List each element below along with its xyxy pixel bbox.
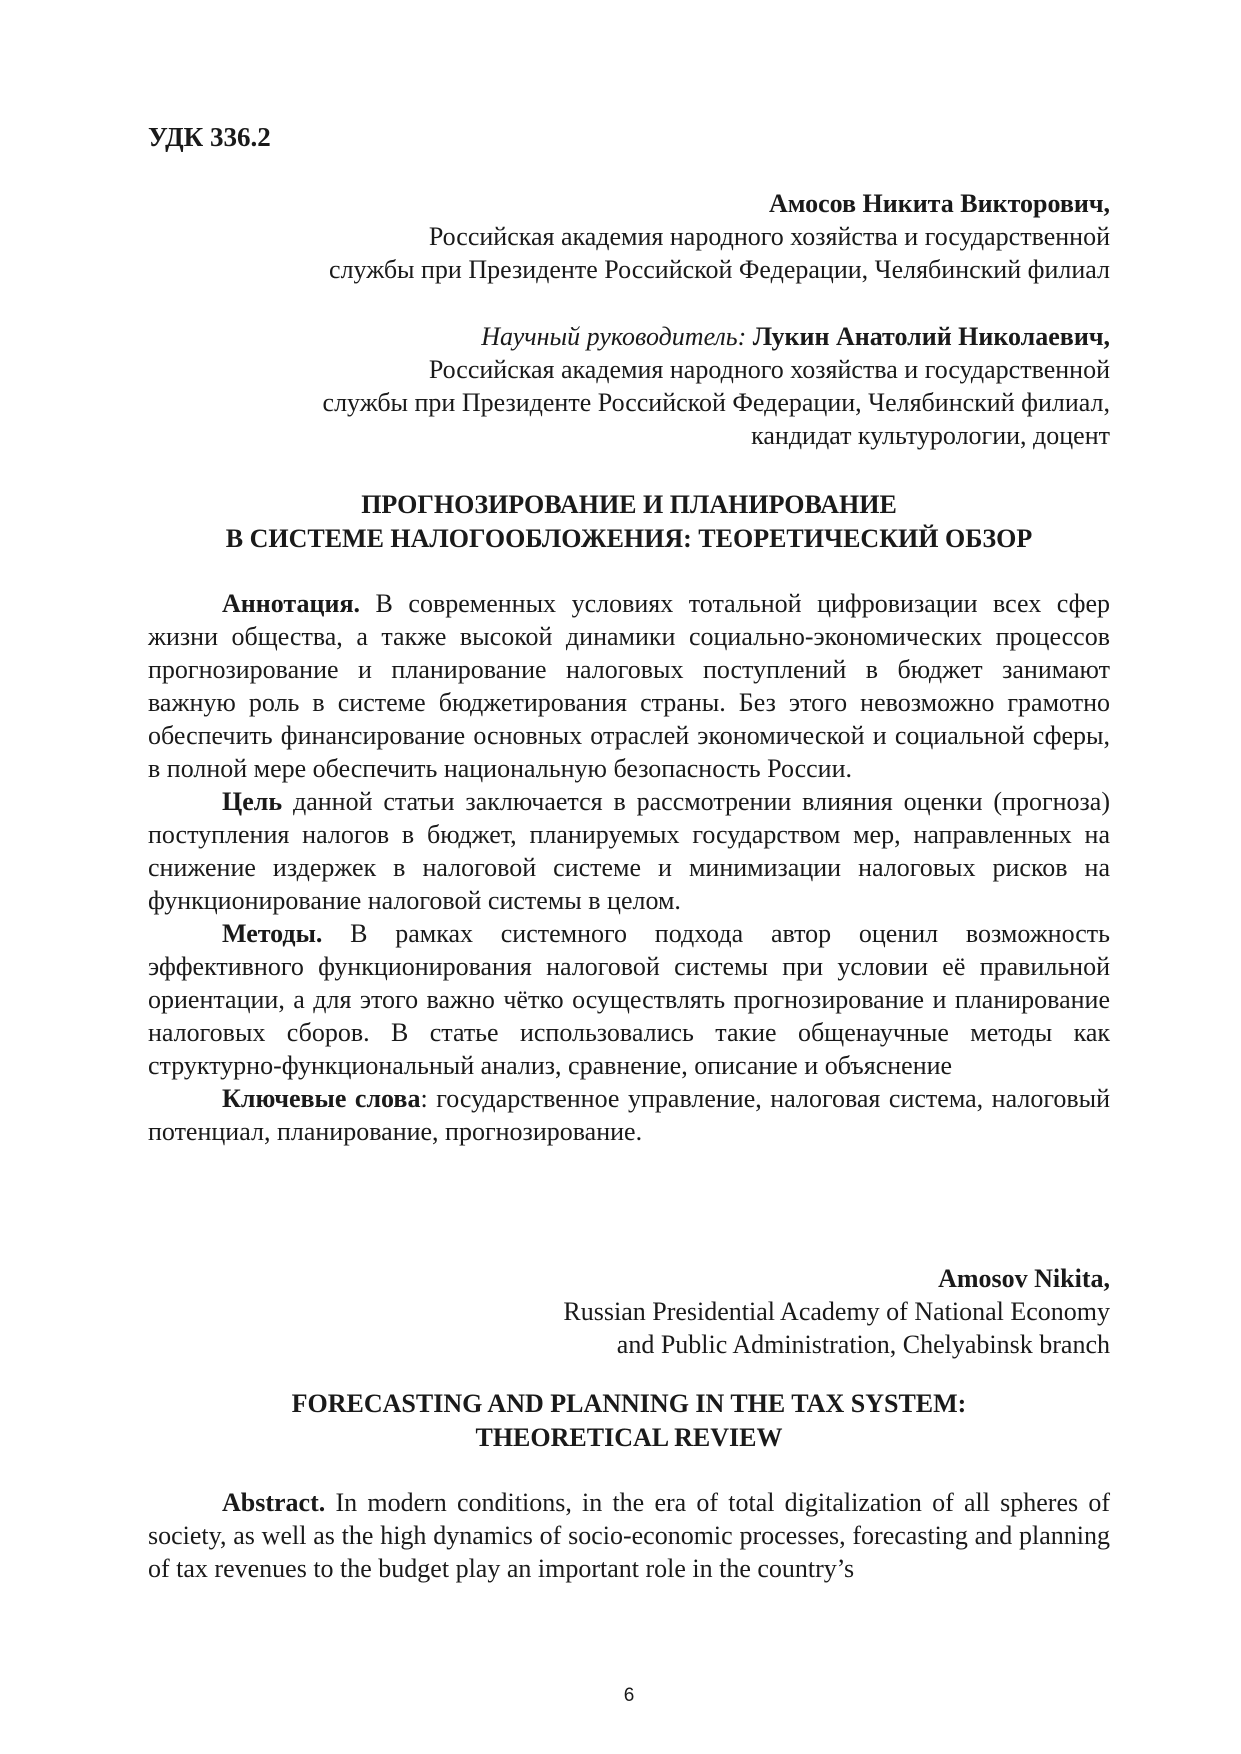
- author-block-ru: [148, 187, 1110, 286]
- abstract-en-text: In modern conditions, in the era of total digitalization of all spheres of society, as well as the high dynamics of socio-economic processes, forecasting and planning of tax revenues to the budget play an important role in the country’s: [148, 1488, 1110, 1583]
- author-block-en: [148, 1262, 1110, 1361]
- author-name-en: Amosov Nikita,: [938, 1264, 1110, 1293]
- abstract-en: [148, 1486, 1110, 1585]
- supervisor-name: Лукин Анатолий Николаевич,: [752, 322, 1110, 351]
- methods-paragraph: [148, 917, 1110, 1082]
- supervisor-label: Научный руководитель:: [481, 322, 747, 351]
- methods-label: Методы.: [222, 919, 323, 948]
- keywords-label: Ключевые слова: [222, 1084, 421, 1113]
- author-en-affiliation-line2: and Public Administration, Chelyabinsk branch: [616, 1330, 1110, 1359]
- abstract-en-label: Abstract.: [222, 1488, 326, 1517]
- title-ru-line2: В СИСТЕМЕ НАЛОГООБЛОЖЕНИЯ: ТЕОРЕТИЧЕСКИЙ ОБЗОР: [225, 524, 1033, 553]
- udk-code: УДК 336.2: [148, 122, 271, 152]
- goal-text: данной статьи заключается в рассмотрении влияния оценки (прогноза) поступления налогов в бюджет, планируемых государством мер, направленных на снижение издержек в налоговой системе и минимизации налоговых рисков на функционирование налоговой системы в целом.: [148, 787, 1110, 915]
- author-en-affiliation-line1: Russian Presidential Academy of National Economy: [563, 1297, 1110, 1326]
- annotation-text: В современных условиях тотальной цифровизации всех сфер жизни общества, а также высокой динамики социально-экономических процессов прогнозирование и планирование налоговых поступлений в бюджет занимают важную роль в системе бюджетирования страны. Без этого невозможно грамотно обеспечить финансирование основных отраслей экономической и социальной сферы, в полной мере обеспечить национальную безопасность России.: [148, 589, 1110, 783]
- goal-label: Цель: [222, 787, 283, 816]
- goal-paragraph: [148, 785, 1110, 917]
- annotation-paragraph: [148, 587, 1110, 785]
- supervisor-affiliation-line1: Российская академия народного хозяйства и государственной: [428, 355, 1110, 384]
- title-en-line1: FORECASTING AND PLANNING IN THE TAX SYSTEM:: [291, 1389, 967, 1418]
- methods-text: В рамках системного подхода автор оценил возможность эффективного функционирования налоговой системы при условии её правильной ориентации, а для этого важно чётко осуществлять прогнозирование и планирование налоговых сборов. В статье использовались такие общенаучные методы как структурно-функциональный анализ, сравнение, описание и объяснение: [148, 919, 1110, 1080]
- annotation-label: Аннотация.: [222, 589, 361, 618]
- title-ru-line1: ПРОГНОЗИРОВАНИЕ И ПЛАНИРОВАНИЕ: [361, 490, 897, 519]
- supervisor-block: [148, 320, 1110, 452]
- author-affiliation-line2: службы при Президенте Российской Федерации, Челябинский филиал: [329, 255, 1110, 284]
- abstract-en-paragraph: [148, 1486, 1110, 1585]
- supervisor-affiliation-line2: службы при Президенте Российской Федерации, Челябинский филиал,: [322, 388, 1110, 417]
- abstract-ru: [148, 587, 1110, 1148]
- article-title-en: [148, 1387, 1110, 1455]
- supervisor-degree: кандидат культурологии, доцент: [751, 421, 1110, 450]
- article-title-ru: [148, 488, 1110, 556]
- supervisor-heading: [148, 320, 1110, 353]
- title-en-line2: THEORETICAL REVIEW: [475, 1423, 783, 1452]
- author-name: Амосов Никита Викторович,: [768, 189, 1110, 218]
- keywords-text: : государственное управление, налоговая система, налоговый потенциал, планирование, прогнозирование.: [148, 1084, 1110, 1146]
- page-number: 6: [623, 1685, 635, 1706]
- author-affiliation-line1: Российская академия народного хозяйства и государственной: [428, 222, 1110, 251]
- keywords-paragraph: [148, 1082, 1110, 1148]
